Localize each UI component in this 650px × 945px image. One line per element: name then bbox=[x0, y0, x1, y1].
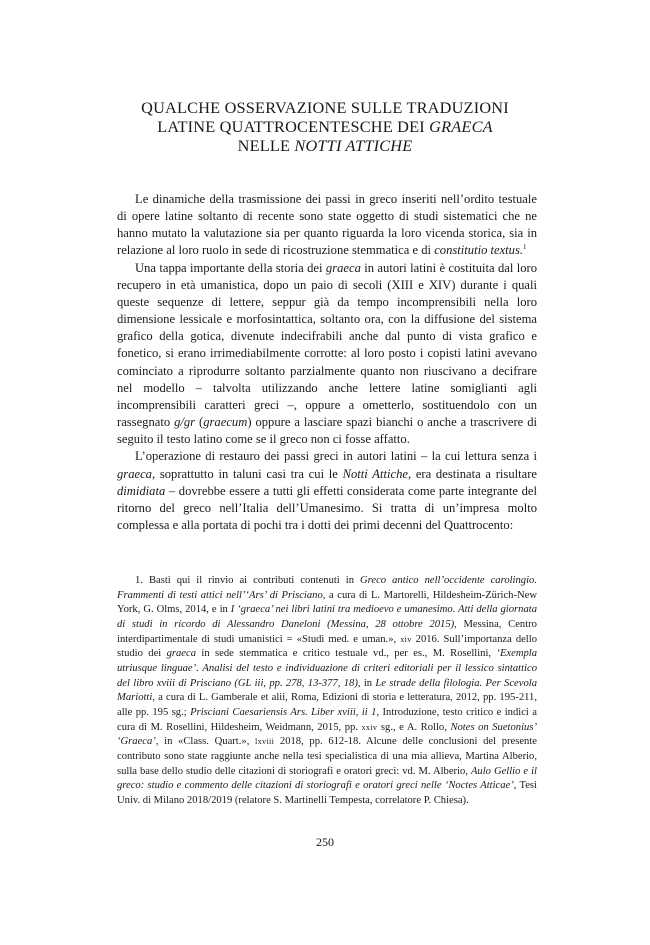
title-line-1: QUALCHE OSSERVAZIONE SULLE TRADUZIONI bbox=[141, 98, 509, 117]
title-line-3: NELLE NOTTI ATTICHE bbox=[237, 136, 413, 155]
footnote-ref[interactable]: 1 bbox=[523, 243, 527, 252]
page-number: 250 bbox=[316, 835, 334, 849]
footnotes bbox=[117, 574, 537, 809]
title-line-2: LATINE QUATTROCENTESCHE DEI GRAECA bbox=[157, 117, 493, 136]
article-title bbox=[118, 98, 532, 155]
body-text bbox=[117, 191, 537, 534]
paragraph-3: L’operazione di restauro dei passi greci in autori latini – la cui lettura senza i graeca, soprattutto in taluni casi tra cui le Notti Attiche, era destinata a risultare dimidiata – dovrebbe essere a tutti gli effetti considerata come parte integrante del ritorno del greco nell’Italia dell’Umanesimo. Si tratta di un’impresa molto complessa e alla portata di pochi tra i dotti dei primi decenni del Quattrocento: bbox=[117, 449, 537, 532]
paragraph-2: Una tappa importante della storia dei graeca in autori latini è costituita dal loro recupero in età umanistica, dopo un paio di secoli (XIII e XIV) durante i quali queste sequenze di lettere, seppur già da tempo incomprensibili nella loro dimensione lessicale e morfosintattica, soltanto ora, con la diffusione del sistema grafico della gotica, divenute indecifrabili anche dal punto di vista grafico e fonetico, si erano irrimediabilmente corrotte: al loro posto i copisti latini avevano cominciato a riprodurre soltanto parzialmente quanto non riuscivano a decifrare nel modello – talvolta utilizzando anche lettere latine somiglianti agli incomprensibili caratteri greci –, oppure a ometterlo, sostituendolo con un rassegnato g/gr (graecum) oppure a lasciare spazi bianchi o anche a trascrivere di seguito il testo latino come se il greco non ci fosse affatto. bbox=[117, 260, 537, 447]
paragraph-1: Le dinamiche della trasmissione dei passi in greco inseriti nell’ordito testuale di opere latine soltanto di recente sono state oggetto di studi sistematici che ne hanno mutato la valutazione sia per quanto riguarda la loro vicenda storica, sia in relazione al loro ruolo in sede di ricostruzione stemmatica e di constitutio textus.$^1$ bbox=[117, 192, 537, 258]
footnote-1: 1. Basti qui il rinvio ai contributi contenuti in Greco antico nell’occidente carolingio. Frammenti di testi attici nell’‘Ars’ di Prisciano, a cura di L. Martorelli, Hildesheim-Zürich-New York, G. Olms, 2014, e in I ‘graeca’ nei libri latini tra medioevo e umanesimo. Atti della giornata di studi in ricordo di Alessandro Daneloni (Messina, 28 ottobre 2015), Messina, Centro interdipartimentale di studi umanistici = «Studi med. e uman.», xiv 2016. Sull’importanza dello studio dei graeca in sede stemmatica e critico testuale vd., per es., M. Rosellini, ‘Exempla utriusque linguae’. Analisi del testo e individuazione di criteri editoriali per il lessico sintattico del libro xviii di Prisciano (GL iii, pp. 278, 13-377, 18), in Le strade della filologia. Per Scevola Mariotti, a cura di L. Gamberale et alii, Roma, Edizioni di storia e letteratura, 2012, pp. 195-211, alle pp. 195 sg.; Prisciani Caesariensis Ars. Liber xviii, ii 1, Introduzione, testo critico e indici a cura di M. Rosellini, Hildesheim, Weidmann, 2015, pp. xxiv sg., e A. Rollo, Notes on Suetonius’ ‘Graeca’, in «Class. Quart.», lxviii 2018, pp. 612-18. Alcune delle conclusioni del presente contributo sono state raggiunte anche nella tesi specialistica di una mia allieva, Martina Alberio, sulla base dello studio delle citazioni di storiografi e oratori greci: vd. M. Alberio, Aulo Gellio e il greco: studio e commento delle citazioni di storiografi e oratori greci nelle ‘Noctes Atticae’, Tesi Univ. di Milano 2018/2019 (relatore S. Martinelli Tempesta, correlatore P. Chiesa). bbox=[117, 575, 538, 806]
